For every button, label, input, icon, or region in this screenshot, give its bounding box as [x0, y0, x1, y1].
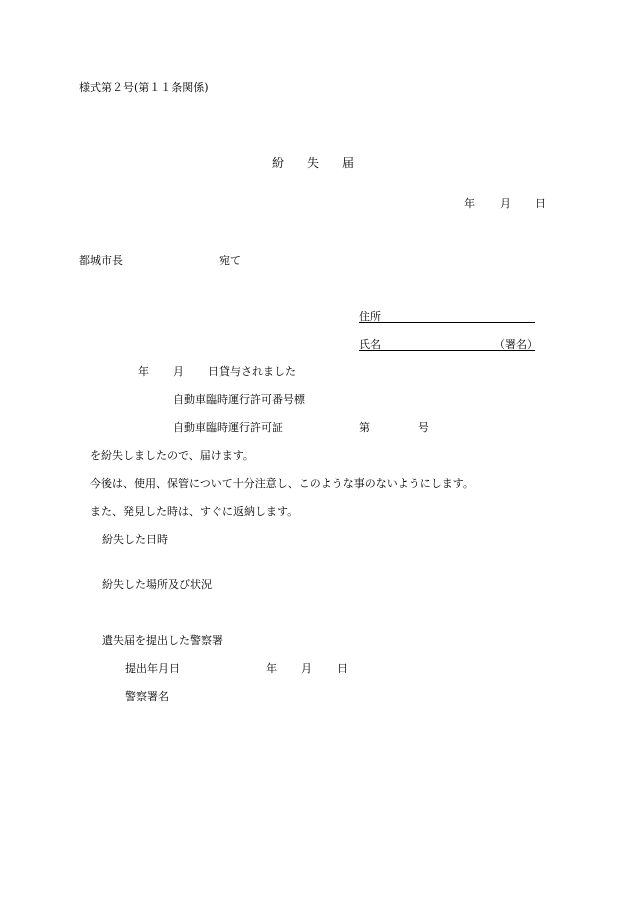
issue-year: 年: [138, 365, 149, 378]
statement-return: また、発見した時は、すぐに返納します。: [90, 505, 299, 518]
number-prefix: 第: [359, 421, 370, 434]
date-year: 年: [464, 197, 475, 210]
date-month: 月: [500, 197, 511, 210]
address-underline: [359, 322, 535, 323]
address-label: 住所: [359, 310, 381, 323]
form-number: 様式第２号(第１１条関係): [79, 81, 209, 94]
item-permit: 自動車臨時運行許可証: [173, 421, 283, 434]
date-day: 日: [535, 197, 546, 210]
field-lost-datetime: 紛失した日時: [102, 533, 168, 546]
statement-lost: を紛失しましたので、届けます。: [90, 449, 254, 462]
addressee-to: 宛て: [219, 254, 241, 267]
field-police-report: 遺失届を提出した警察署: [102, 634, 223, 647]
submit-year: 年: [266, 662, 277, 675]
field-submit-date: 提出年月日: [125, 662, 180, 675]
name-underline: [359, 350, 535, 351]
issue-month: 月: [173, 365, 184, 378]
item-plate: 自動車臨時運行許可番号標: [173, 393, 305, 406]
title-char-2: 失: [307, 156, 320, 170]
field-police-name: 警察署名: [125, 690, 169, 703]
name-label: 氏名: [359, 338, 381, 351]
number-suffix: 号: [418, 421, 429, 434]
seal-label: （署名）: [494, 338, 538, 351]
issue-day-text: 日貸与されました: [208, 365, 296, 378]
field-lost-place: 紛失した場所及び状況: [102, 578, 212, 591]
addressee-mayor: 都城市長: [79, 254, 123, 267]
title-char-3: 届: [342, 156, 355, 170]
submit-month: 月: [301, 662, 312, 675]
title-char-1: 紛: [272, 156, 285, 170]
statement-future: 今後は、使用、保管について十分注意し、このような事のないようにします。: [90, 477, 474, 490]
submit-day: 日: [337, 662, 348, 675]
